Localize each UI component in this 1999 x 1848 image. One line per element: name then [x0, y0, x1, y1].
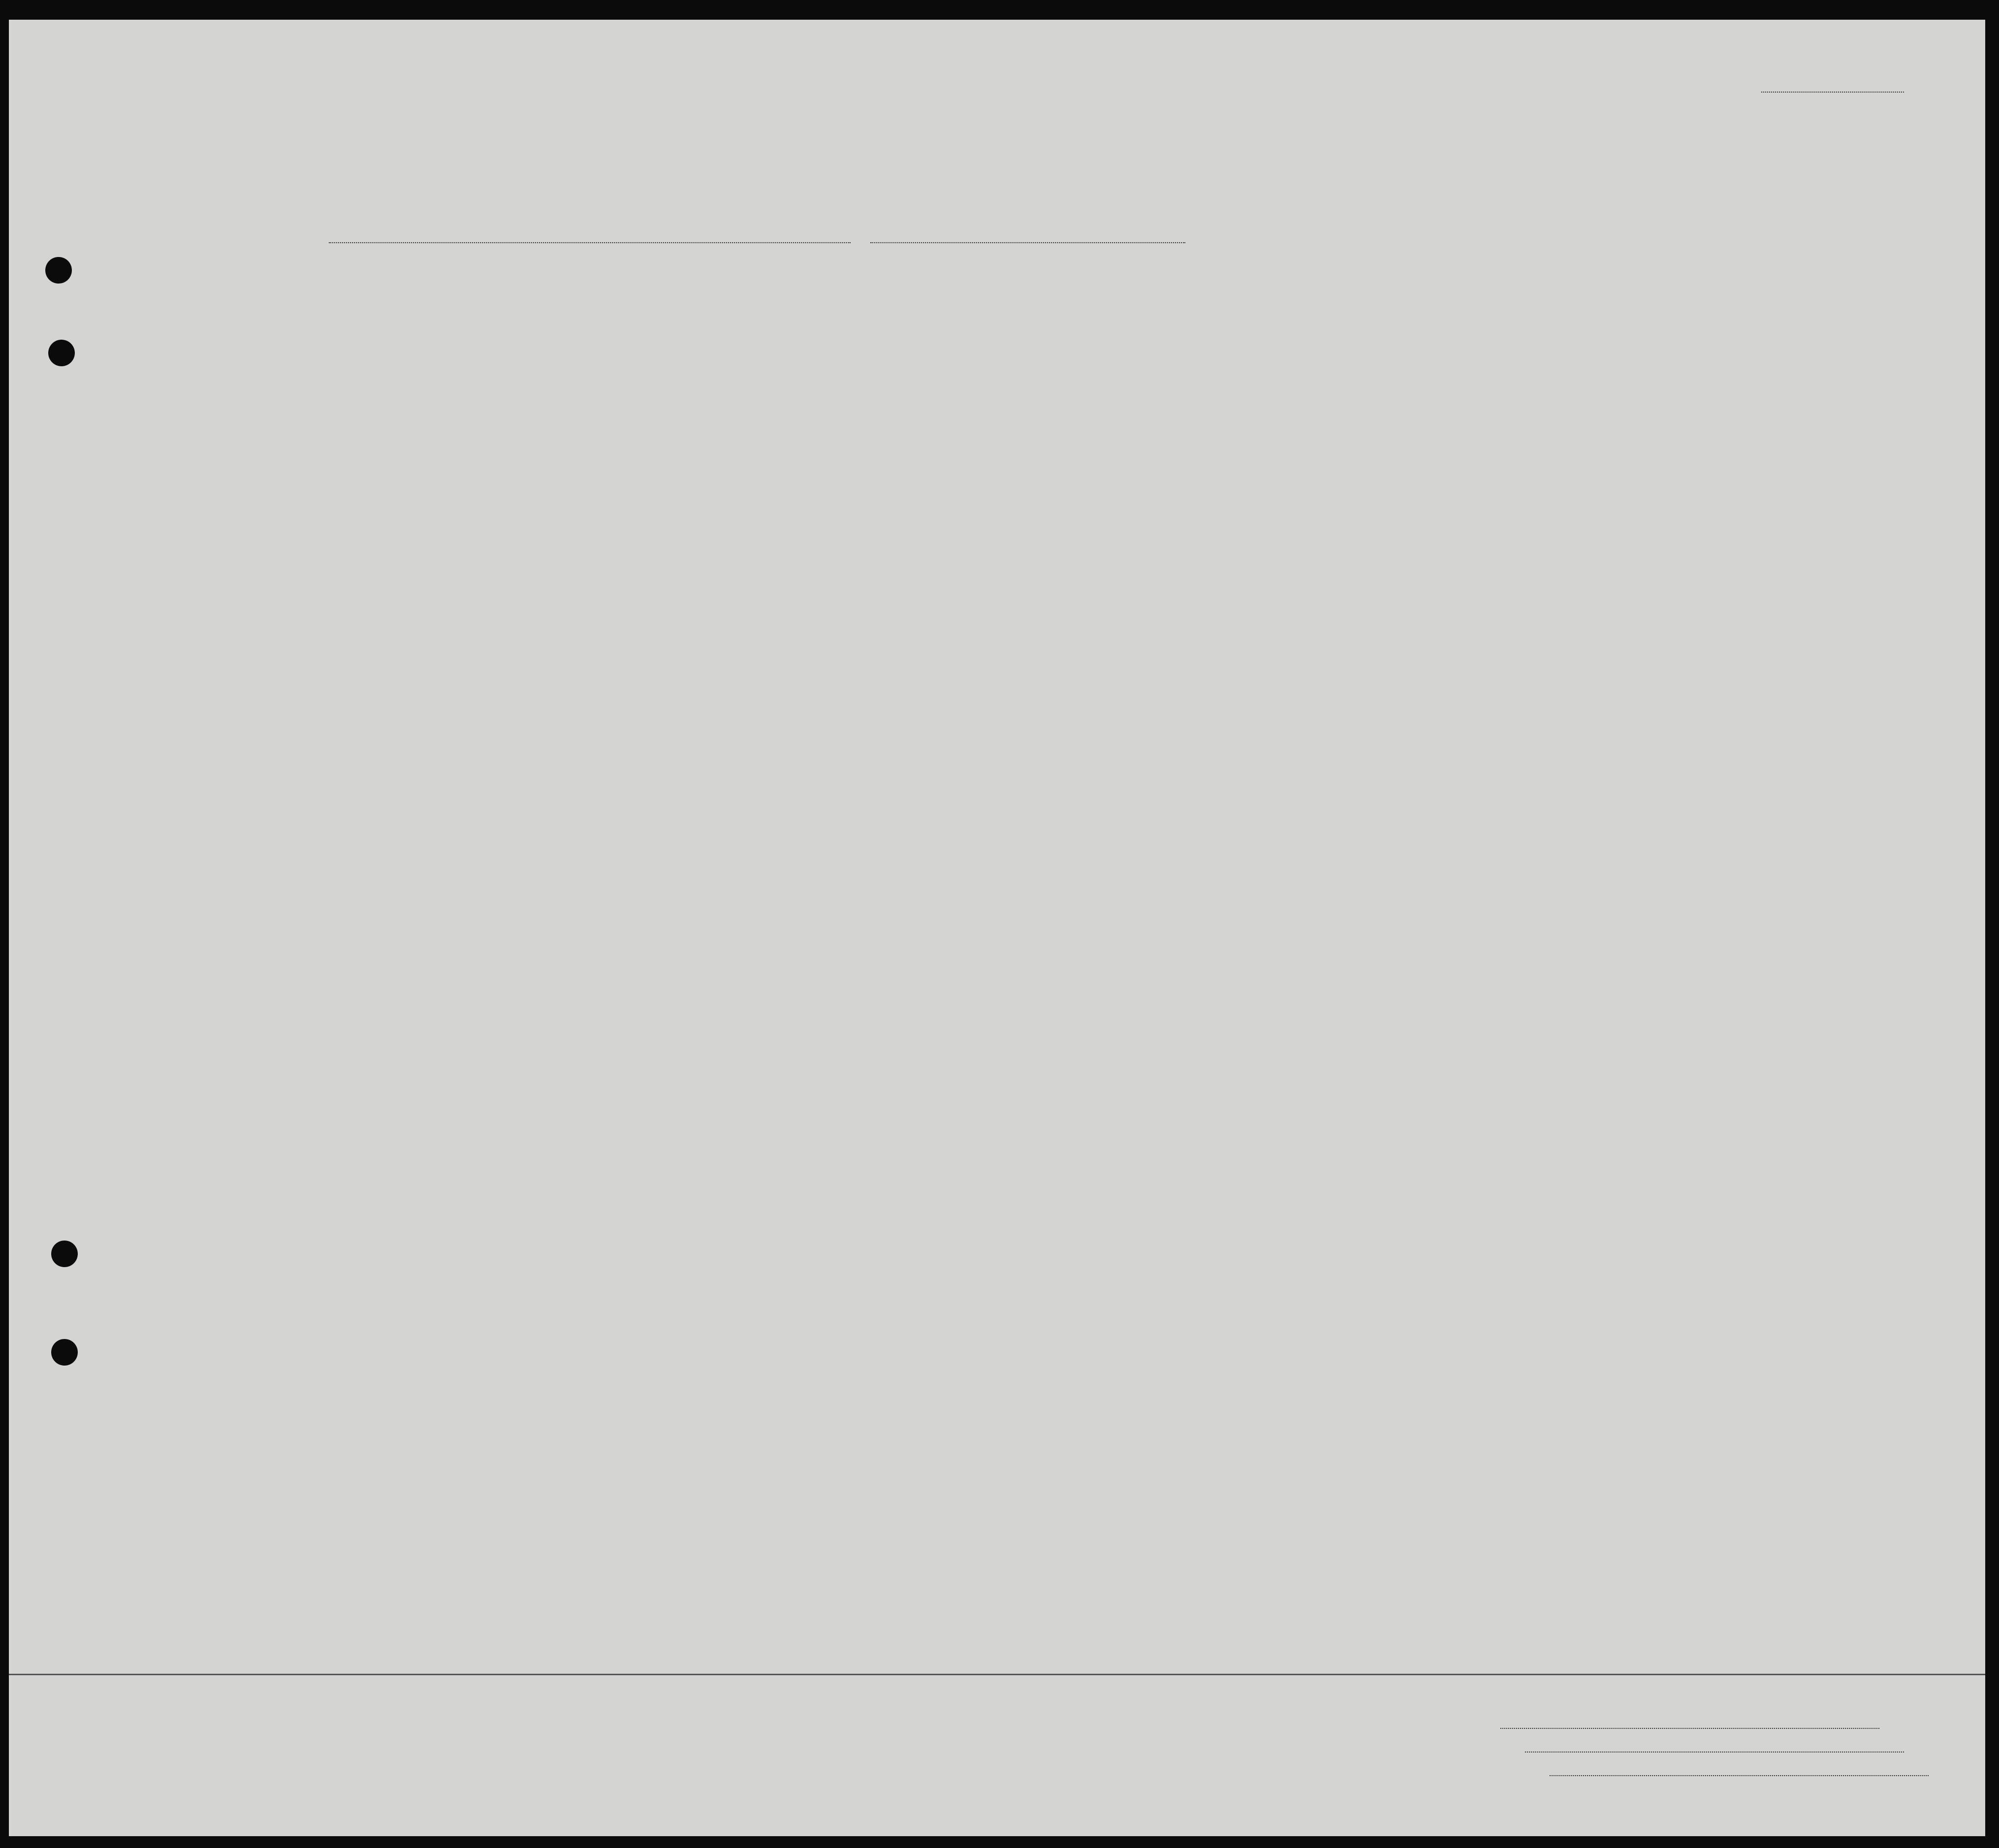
binder-hole: [51, 1241, 78, 1267]
binder-hole: [51, 1339, 78, 1366]
header-ticket: [575, 324, 595, 451]
binder-hole: [48, 340, 75, 366]
header-possession: [700, 324, 720, 451]
footer-divider: [9, 1674, 1985, 1675]
footer-line-underline: [1500, 1728, 1879, 1729]
binder-hole: [45, 257, 72, 284]
manifest-grid: [9, 20, 1985, 1836]
header-polygamist: [1335, 340, 1350, 443]
manifest-sheet: [9, 20, 1985, 1836]
footer-agents-underline: [1550, 1775, 1929, 1776]
header-anarchist: [1359, 340, 1373, 443]
